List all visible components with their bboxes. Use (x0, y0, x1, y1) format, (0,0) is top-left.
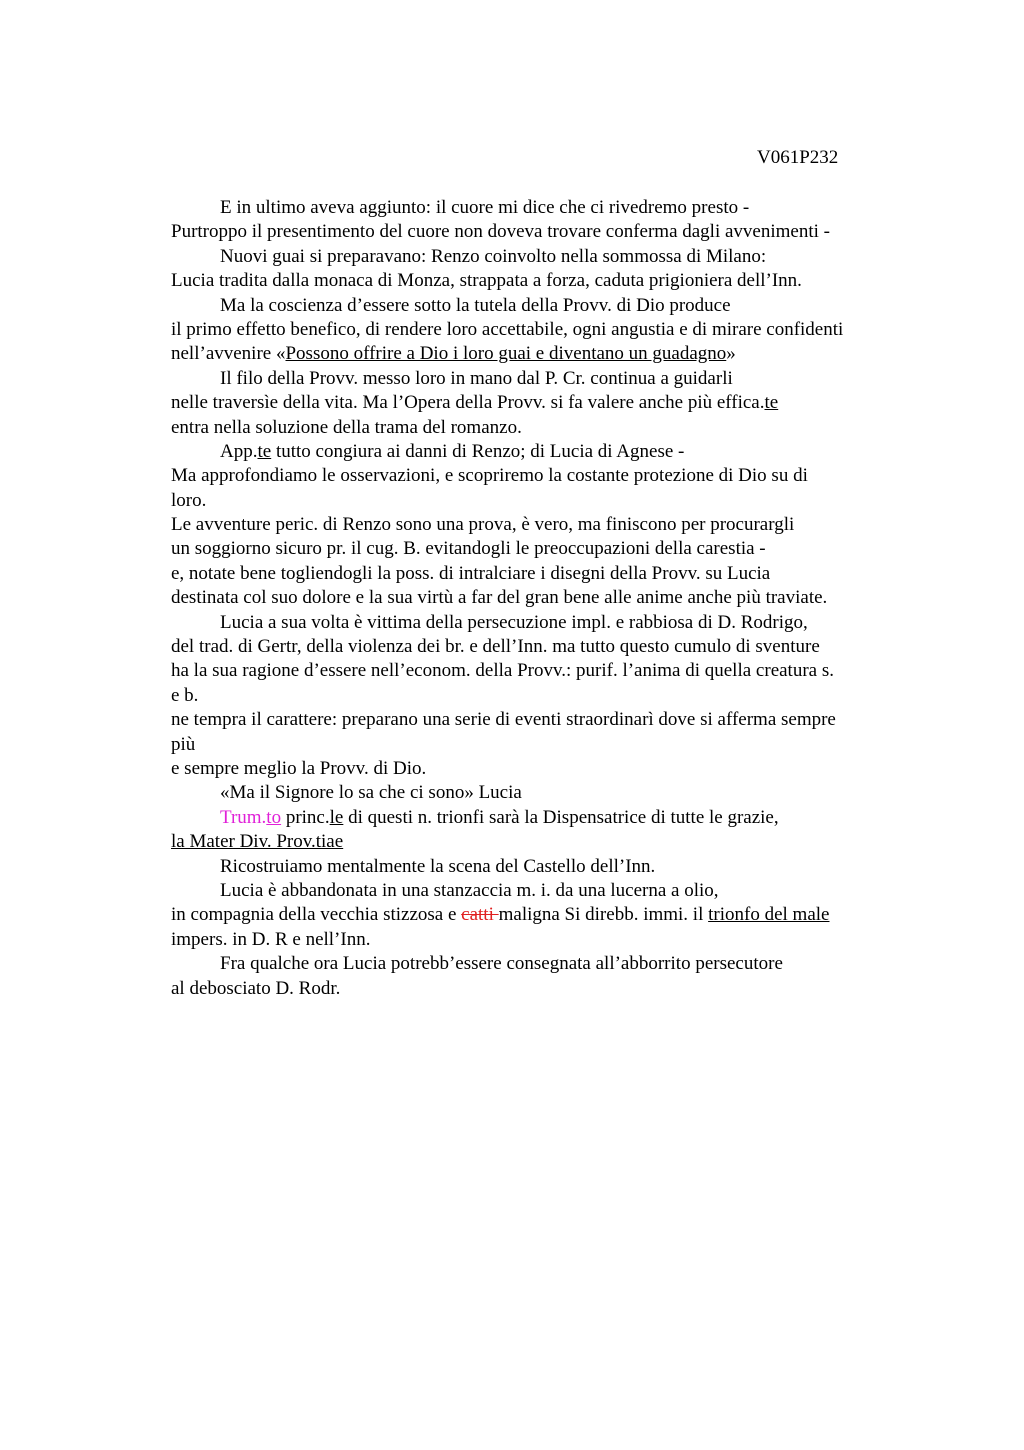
text-line: Ma approfondiamo le osservazioni, e scopriremo la costante protezione di Dio su di (171, 465, 808, 487)
text-line: e, notate bene togliendogli la poss. di intralciare i disegni della Provv. su Lucia (171, 562, 771, 584)
underlined-abbreviation: te (257, 440, 272, 462)
text-segment: App. (220, 440, 258, 462)
text-line: al debosciato D. Rodr. (171, 977, 341, 999)
text-line: Purtroppo il presentimento del cuore non doveva trovare conferma dagli avvenimenti - (171, 221, 830, 243)
text-line: «Ma il Signore lo sa che ci sono» Lucia (220, 782, 522, 804)
text-segment: nelle traversìe della vita. Ma l’Opera della Provv. si fa valere anche più effica. (171, 392, 765, 414)
text-line (171, 391, 911, 415)
text-line: impers. in D. R e nell’Inn. (171, 928, 371, 950)
text-line: e b. (171, 684, 199, 706)
inserted-text: Trum. (220, 806, 267, 828)
text-segment: nell’avvenire « (171, 343, 286, 365)
text-segment: princ. (281, 806, 330, 828)
underlined-phrase: la Mater Div. Prov.tiae (171, 831, 344, 853)
text-line: Ma la coscienza d’essere sotto la tutela della Provv. di Dio produce (220, 294, 731, 316)
text-line: e sempre meglio la Provv. di Dio. (171, 757, 427, 779)
page-identifier: V061P232 (757, 147, 839, 168)
text-line: destinata col suo dolore e la sua virtù a far del gran bene alle anime anche più traviate. (171, 587, 828, 609)
text-line: Fra qualche ora Lucia potrebb’essere consegnata all’abborrito persecutore (220, 953, 783, 975)
underlined-abbreviation: te (764, 392, 779, 414)
text-line: Il filo della Provv. messo loro in mano dal P. Cr. continua a guidarli (220, 367, 733, 389)
text-line (171, 806, 911, 830)
text-line: loro. (171, 489, 207, 511)
text-line: del trad. di Gertr, della violenza dei br. e dell’Inn. ma tutto questo cumulo di sventure (171, 636, 820, 658)
text-segment: maligna Si direbb. immi. il (498, 904, 709, 926)
text-line: entra nella soluzione della trama del romanzo. (171, 416, 522, 438)
document-body (171, 196, 911, 1001)
text-line: più (171, 733, 196, 755)
text-line: E in ultimo aveva aggiunto: il cuore mi dice che ci rivedremo presto - (220, 197, 750, 218)
text-line: Ricostruiamo mentalmente la scena del Castello dell’Inn. (220, 855, 656, 877)
text-line: Lucia a sua volta è vittima della persecuzione impl. e rabbiosa di D. Rodrigo, (220, 611, 808, 633)
text-line (171, 440, 911, 464)
text-line (171, 342, 911, 366)
text-segment: tutto congiura ai danni di Renzo; di Lucia di Agnese - (271, 440, 685, 462)
text-line: il primo effetto benefico, di rendere loro accettabile, ogni angustia e di mirare confidenti (171, 318, 844, 340)
underlined-abbreviation: le (329, 806, 344, 828)
underlined-phrase: trionfo del male (708, 904, 830, 926)
text-line: Lucia tradita dalla monaca di Monza, strappata a forza, caduta prigioniera dell’Inn. (171, 270, 802, 292)
text-line: ne tempra il carattere: preparano una serie di eventi straordinarì dove si afferma sempre (171, 709, 836, 731)
text-segment: » (726, 343, 736, 365)
text-line: ha la sua ragione d’essere nell’econom. della Provv.: purif. l’anima di quella creatura s. (171, 660, 834, 682)
text-line: Nuovi guai si preparavano: Renzo coinvolto nella sommossa di Milano: (220, 245, 767, 267)
text-line (171, 830, 911, 854)
text-segment: di questi n. trionfi sarà la Dispensatrice di tutte le grazie, (343, 806, 779, 828)
text-line: un soggiorno sicuro pr. il cug. B. evitandogli le preoccupazioni della carestia - (171, 538, 766, 560)
text-line: Le avventure peric. di Renzo sono una prova, è vero, ma finiscono per procurargli (171, 514, 795, 536)
text-line (171, 903, 911, 927)
text-segment: in compagnia della vecchia stizzosa e (171, 904, 462, 926)
inserted-underlined-abbreviation: to (266, 806, 282, 828)
underlined-quote: Possono offrire a Dio i loro guai e diventano un guadagno (285, 343, 727, 365)
text-line: Lucia è abbandonata in una stanzaccia m. i. da una lucerna a olio, (220, 879, 719, 901)
deleted-text: catti (461, 904, 499, 926)
